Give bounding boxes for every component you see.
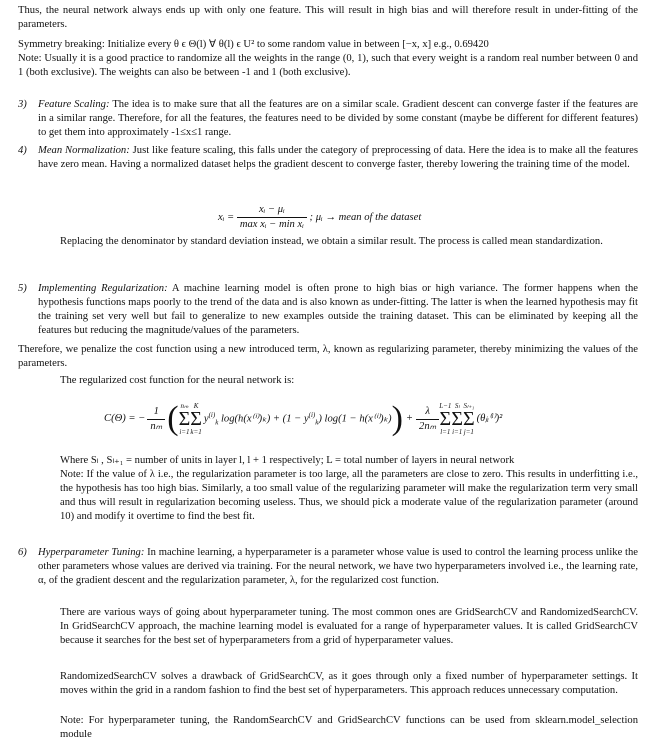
mean-eq-lhs: xᵢ = <box>218 211 235 223</box>
mean-eq-fraction <box>237 203 307 232</box>
item-5-title: Implementing Regularization: <box>38 283 168 294</box>
item-6-number: 6) <box>18 547 27 558</box>
cost-eq-inv-nm: $\frac{1}{\text{nₘ}}$ <box>147 405 165 434</box>
cost-function-intro: The regularized cost function for the neural network is: <box>60 375 295 386</box>
hyperparameter-note: Note: For hyperparameter tuning, the RandomSearchCV and GridSearchCV functions can be used from sklearn.model_selection module <box>60 715 638 740</box>
sum-over-units-i: Sₗ Σ i=1 <box>451 402 464 436</box>
sum-over-layers: L−1 Σ l=1 <box>439 402 452 436</box>
item-5-paragraph <box>38 282 638 338</box>
sum-over-classes: K Σ k=1 <box>190 402 202 436</box>
symmetry-breaking-line: Symmetry breaking: Initialize every θ ϵ Θ(l) ∀ θ(l) ϵ U² to some random value in between [−x, x] e.g., 0.69420 <box>18 39 489 50</box>
item-6-body: In machine learning, a hyperparameter is a parameter whose value is used to control the learning process unlike the other parameters whose values are derived via training. For the neural network, we have two hyperparameters involved i.e., the learning rate, α, of the gradient descent and the regularization parameter, λ, for the regularized cost function. <box>38 547 638 586</box>
item-3-title: Feature Scaling: <box>38 99 110 110</box>
item-4-body: Just like feature scaling, this falls under the category of preprocessing of data. Here the idea is to make all the features have zero mean. Having a normalized dataset helps the gradient descent to converge faster, thereby lowering the training time of the model. <box>38 145 638 170</box>
sum-over-examples: nₘ Σ i=1 <box>178 402 191 436</box>
item-4-paragraph <box>38 144 638 172</box>
cost-eq-term: $y^{(i)}_k$ $\log(h(x^{(i)})_k) + (1 - y^{(i)}_k)$ log(1 − h(x⁽ⁱ⁾)ₖ) <box>203 411 392 427</box>
regularization-note: Note: If the value of λ i.e., the regularization parameter is too large, all the parameters are close to zero. This results in underfitting i.e., the hypothesis has too high bias. Similarly, a too small value of the regularizing parameter will make the regularization term very small and thus will result in regularization becoming useless. Thus, we should pick a moderate value of the regularization parameter (around 10) and modify it overtime to find the best fit. <box>60 469 638 522</box>
cost-eq-lhs: C(Θ) = − <box>104 413 146 424</box>
mean-normalization-equation <box>218 203 421 232</box>
randomized-search-paragraph: RandomizedSearchCV solves a drawback of GridSearchCV, as it goes through only a fixed number of hyperparameter settings. It moves within the grid in a random fashion to find the best set of hyperparameters. This approach reduces unnecessary computation. <box>60 671 638 696</box>
intro-note: Note: Usually it is a good practice to randomize all the weights in the range (0, 1), such that every weight is a random real number between 0 and 1 (both exclusive). The weights can also be between -1 and 1 (both exclusive). <box>18 53 638 78</box>
mean-standardization-paragraph: Replacing the denominator by standard deviation instead, we obtain a similar result. The process is called mean standardization. <box>60 236 603 247</box>
mean-eq-rhs: ; μᵢ → mean of the dataset <box>309 211 422 223</box>
hyperparameter-ways-paragraph: There are various ways of going about hyperparameter tuning. The most common ones are GridSearchCV and RandomizedSearchCV. In GridSearchCV approach, the machine learning model is evaluated for a range of hyperparameter values. It is called GridSearchCV because it searches for the best set of hyperparameters from a grid of hyperparameter values. <box>60 607 638 646</box>
regularization-therefore-paragraph: Therefore, we penalize the cost function using a new introduced term, λ, known as regularizing parameter, thereby minimizing the values of the parameters. <box>18 344 638 369</box>
item-6-paragraph <box>38 546 638 588</box>
intro-paragraph: Thus, the neural network always ends up with only one feature. This will result in high bias and will therefore result in under-fitting of the parameters. <box>18 5 638 30</box>
item-5-body: A machine learning model is often prone to high bias or high variance. The former happens when the hypothesis functions maps poorly to the trend of the data and is also known as under-fitting. The latter is when the learned hypothesis may fit the training set very well but fail to generalize to new examples outside the training dataset. This can be eliminated by keeping all the features but reducing the magnitude/values of the parameters. <box>38 283 638 336</box>
item-3-body: The idea is to make sure that all the features are on a similar scale. Gradient descent can converge faster if the features are in a similar range. Therefore, for all the features, the features need to be divided by some constant (maybe be different for different features) to get them into approximately -1≤x≤1 range. <box>38 99 638 138</box>
item-4-number: 4) <box>18 145 27 156</box>
mean-eq-numerator: xᵢ − μᵢ <box>237 203 307 218</box>
cost-eq-lambda-fraction: $\frac{\lambda}{\text{2nₘ}}$ <box>416 405 439 434</box>
mean-eq-denominator: max xᵢ − min xᵢ <box>239 219 304 230</box>
sum-over-units-j: Sₗ₊₁ Σ j=1 <box>463 402 475 436</box>
item-4-title: Mean Normalization: <box>38 145 130 156</box>
item-6-title: Hyperparameter Tuning: <box>38 547 145 558</box>
regularized-cost-equation: C(Θ) = − $\frac{1}{\text{nₘ}}$ ( nₘ Σ i=1 K Σ k=1 $y^{(i)}_k$ $\log(h(x^{(i)})_k) + (1 - y^{(i)}_k)$ log(1 − h(x⁽ⁱ⁾)ₖ) ) + $\frac{\lambda}{\text{2nₘ}}$ L−1 Σ l=1 Sₗ Σ i=1 Sₗ₊₁ Σ j=1 (θⱼᵢ⁽ˡ⁾)² <box>104 400 503 437</box>
item-3-paragraph <box>38 98 638 140</box>
item-3-number: 3) <box>18 99 27 110</box>
where-line: Where Sₗ , Sₗ₊₁ = number of units in layer l, l + 1 respectively; L = total number of layers in neural network <box>60 455 515 466</box>
cost-eq-right-paren: ) <box>391 400 403 437</box>
cost-eq-theta-squared: (θⱼᵢ⁽ˡ⁾)² <box>476 413 503 424</box>
cost-eq-left-paren: ( <box>167 400 179 437</box>
item-5-number: 5) <box>18 283 27 294</box>
